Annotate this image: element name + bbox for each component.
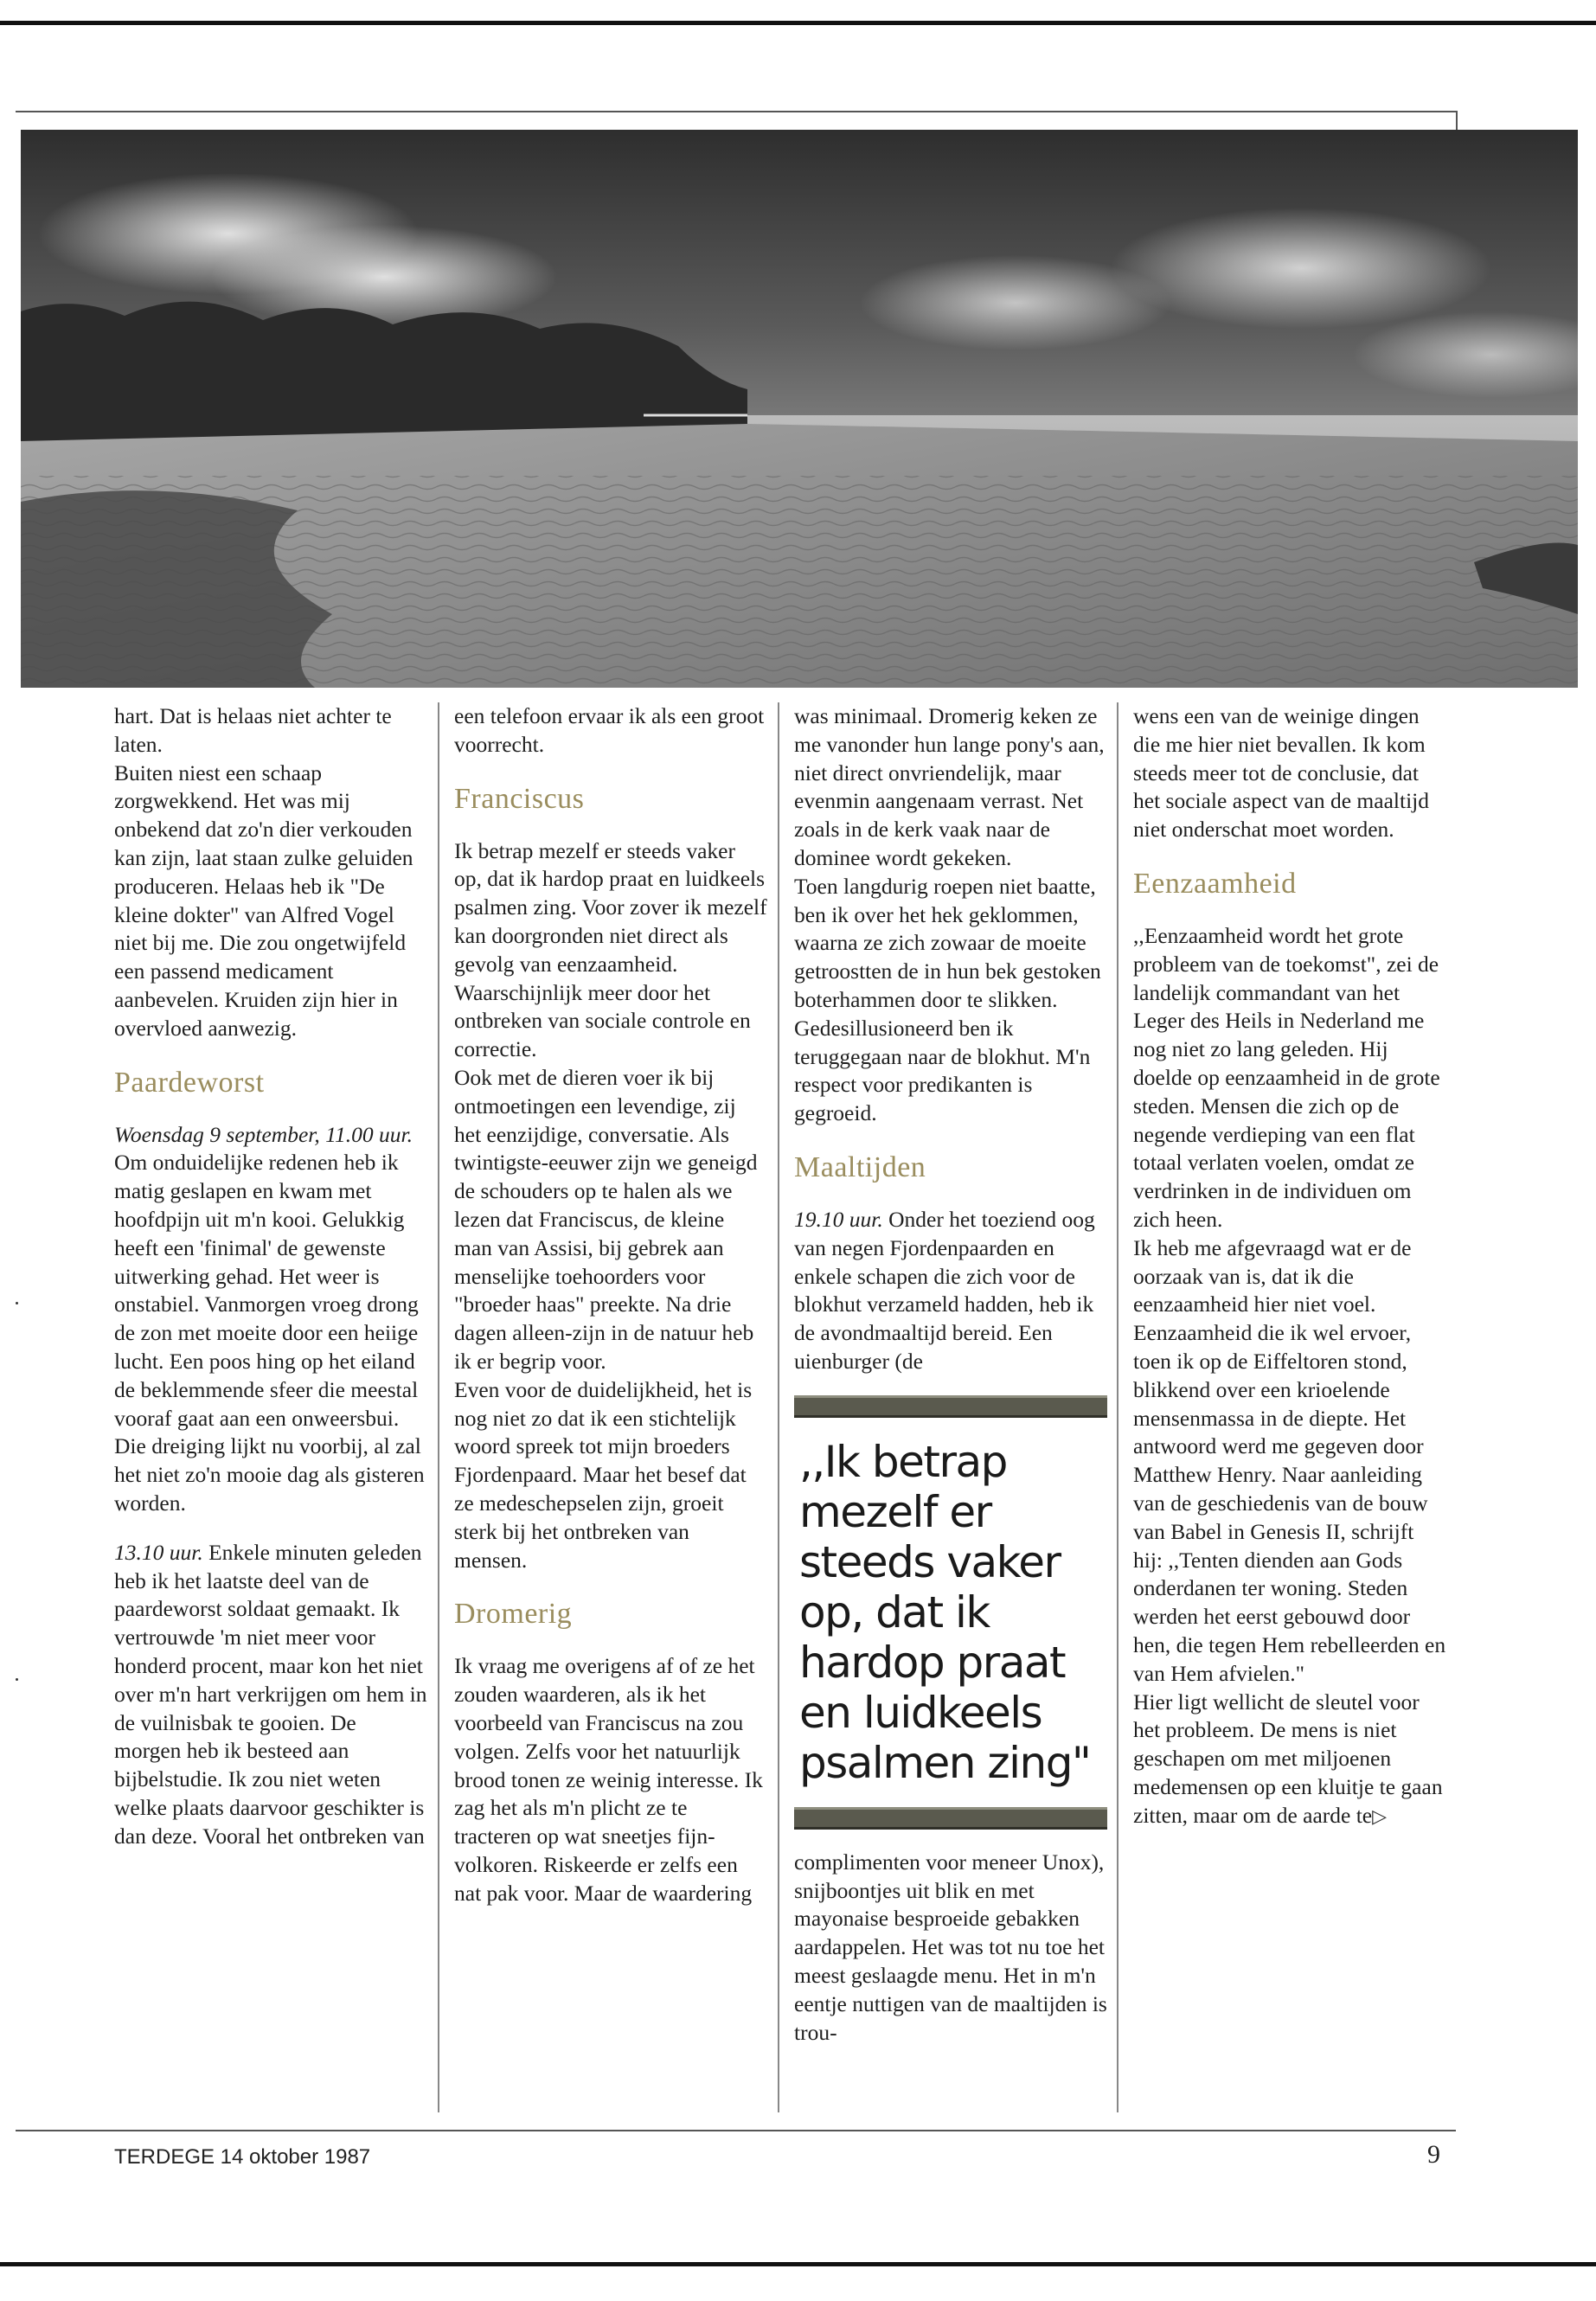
paragraph: wens een van de weinige dingen die me hier niet bevallen. Ik kom steeds meer tot de conclusie, dat het sociale aspect van de maaltijd niet onderschat moet worden. <box>1133 703 1429 843</box>
paragraph-text: Onder het toeziend oog van negen Fjordenpaarden en enkele schapen die zich voor de blokhut verzameld hadden, heb ik de avondmaaltijd bereid. Een uienburger (de <box>794 1206 1095 1374</box>
paragraph-text: Hier ligt wellicht de sleutel voor het probleem. De mens is niet geschapen om met miljoenen medemensen op een kluitje te gaan zitten, maar om de aarde te <box>1133 1689 1443 1828</box>
article-column-1 <box>114 702 427 1850</box>
print-speck <box>16 1302 18 1304</box>
section-heading: Eenzaamheid <box>1133 867 1297 900</box>
paragraph-text: Enkele minuten geleden heb ik het laatste deel van de paardeworst soldaat gemaakt. Ik vertrouwde 'm niet meer voor honderd procent, maar kon het niet over m'n hart verkrijgen om hem in de vuilnisbak te gooien. De morgen heb ik besteed aan bijbelstudie. Ik zou niet weten welke plaats daarvoor geschikter is dan deze. Vooral het ontbreken van <box>114 1539 427 1849</box>
entry-date: Woensdag 9 september, 11.00 uur. <box>114 1121 413 1147</box>
paragraph <box>114 1539 427 1851</box>
bottom-heavy-rule <box>0 2262 1596 2266</box>
paragraph: complimenten voor meneer Unox), snijboontjes uit blik en met mayonaise besproeide gebakken aardappelen. Het was tot nu toe het meest geslaagde menu. Het in m'n eentje nuttigen van de maaltijden is trou- <box>794 1849 1107 2045</box>
continue-arrow-icon: ▷ <box>1372 1804 1388 1827</box>
photo-shore <box>21 490 332 688</box>
paragraph <box>114 1121 427 1518</box>
paragraph: Buiten niest een schaap zorgwekkend. Het was mij onbekend dat zo'n dier verkouden kan zijn, laat staan zulke geluiden produceren. Helaas heb ik "De kleine dokter" van Alfred Vogel niet bij me. Die zou ongetwijfeld een passend medicament aanbevelen. Kruiden zijn hier in overvloed aanwezig. <box>114 760 413 1041</box>
paragraph: ,,Eenzaamheid wordt het grote probleem van de toekomst", zei de landelijk commandant van het Leger des Heils in Nederland me nog niet zo lang geleden. Hij doelde op eenzaamheid in de grote steden. Mensen die zich op de negende verdieping van een flat totaal verlaten voelen, omdat ze verdrinken in de individuen om zich heen. <box>1133 922 1440 1232</box>
section-heading: Franciscus <box>454 782 585 815</box>
paragraph: hart. Dat is helaas niet achter te laten. <box>114 703 392 757</box>
section-heading: Maaltijden <box>794 1150 926 1183</box>
entry-date: 19.10 uur. <box>794 1206 883 1232</box>
paragraph <box>794 1206 1107 1376</box>
entry-date: 13.10 uur. <box>114 1539 203 1565</box>
column-divider <box>1117 702 1118 2112</box>
paragraph: Ik vraag me overigens af of ze het zouden waarderen, als ik het voorbeeld van Franciscus na zou volgen. Zelfs voor het natuurlijk brood tonen ze weinig interesse. Ik zag het als m'n plicht ze te tracteren op wat sneetjes fijn-volkoren. Riskeerde er zelfs een nat pak voor. Maar de waardering <box>454 1653 763 1906</box>
paragraph: Toen langdurig roepen niet baatte, ben ik over het hek geklommen, waarna ze zich zowaar de moeite getroostten de in hun bek gestoken boterhammen door te slikken. Gedesillusioneerd ben ik teruggegaan naar de blokhut. M'n respect voor predikanten is gegroeid. <box>794 873 1101 1126</box>
coastal-landscape-photo <box>21 130 1578 688</box>
paragraph: was minimaal. Dromerig keken ze me vanonder hun lange pony's aan, niet direct onvriendelijk, maar evenmin aangenaam verrast. Net zoals in de kerk vaak naar de dominee wordt gekeken. <box>794 703 1105 870</box>
photo-cloud <box>211 225 557 329</box>
footer-rule <box>16 2130 1456 2131</box>
column-divider <box>438 702 439 2112</box>
paragraph-text: Om onduidelijke redenen heb ik matig geslapen en kwam met hoofdpijn uit m'n kooi. Gelukkig heeft een 'finimal' de gewenste uitwerking gehad. Het weer is onstabiel. Vanmorgen vroeg drong de zon met moeite door een heiige lucht. Een poos hing op het eiland de beklemmende sfeer die meestal vooraf gaat aan een onweersbui. Die dreiging lijkt nu voorbij, al zal het niet zo'n mooie dag als gisteren worden. <box>114 1150 425 1516</box>
pull-quote-text: ,,Ik betrap mezelf er steeds vaker op, dat ik hardop praat en luidkeels psalmen zing" <box>799 1436 1091 1788</box>
section-heading: Paardeworst <box>114 1066 265 1099</box>
paragraph: Ook met de dieren voer ik bij ontmoetingen een levendige, zij het eenzijdige, conversatie. Als twintigste-eeuwer zijn we geneigd de schouders op te halen als we lezen dat Franciscus, de kleine man van Assisi, bij gebrek aan menselijke toehoorders voor "broeder haas" preekte. Na drie dagen alleen-zijn in de natuur heb ik er begrip voor. <box>454 1064 758 1374</box>
photo-cloud <box>1111 208 1491 329</box>
column-divider <box>778 702 779 2112</box>
paragraph: Even voor de duidelijkheid, het is nog niet zo dat ik een stichtelijk woord spreek tot mijn broeders Fjordenpaard. Maar het besef dat ze medeschepselen zijn, groeit sterk bij het ontbreken van mensen. <box>454 1376 753 1573</box>
top-heavy-rule <box>0 21 1596 25</box>
header-rule <box>16 111 1456 112</box>
paragraph: een telefoon ervaar ik als een groot voorrecht. <box>454 703 765 757</box>
paragraph: Ik betrap mezelf er steeds vaker op, dat ik hardop praat en luidkeels psalmen zing. Voor zover ik mezelf kan doorgronden niet direct als gevolg van eenzaamheid. Waarschijnlijk meer door het ontbreken van sociale controle en correctie. <box>454 837 767 1062</box>
section-heading: Dromerig <box>454 1598 573 1631</box>
pull-quote-bar-top <box>794 1395 1107 1418</box>
paragraph <box>1133 1689 1446 1831</box>
pull-quote-bar-bottom <box>794 1807 1107 1830</box>
page-number: 9 <box>1427 2140 1440 2169</box>
pull-quote <box>794 1395 1107 1830</box>
print-speck <box>16 1678 18 1681</box>
paragraph: Ik heb me afgevraagd wat er de oorzaak van is, dat ik die eenzaamheid hier niet voel. Eenzaamheid die ik wel ervoer, toen ik op de Eiffeltoren stond, blikkend over een krioelende mensenmassa in de diepte. Het antwoord werd me gegeven door Matthew Henry. Naar aanleiding van de geschiedenis van de bouw van Babel in Genesis II, schrijft hij: ,,Tenten dienden aan Gods onderdanen ter woning. Steden werden het eerst gebouwd door hen, die tegen Hem rebelleerden en van Hem afvielen." <box>1133 1234 1446 1686</box>
article-column-3 <box>794 702 1107 2047</box>
header-rule-tick <box>1456 111 1458 130</box>
publication-info: TERDEGE 14 oktober 1987 <box>114 2145 371 2169</box>
article-column-4 <box>1133 702 1446 1830</box>
article-column-2 <box>454 702 767 1907</box>
